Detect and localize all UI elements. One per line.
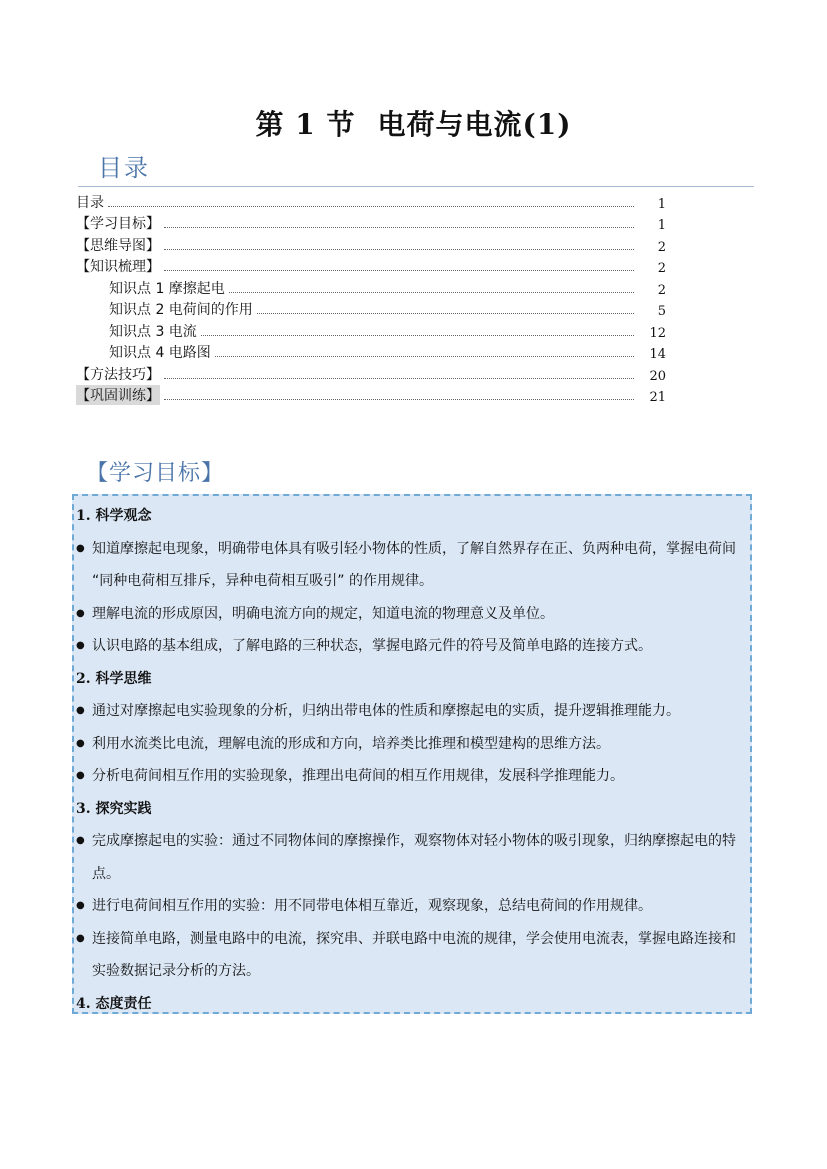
list-item-text: 分析电荷间相互作用的实验现象，推理出电荷间的相互作用规律，发展科学推理能力。 [92, 768, 624, 784]
list-item [76, 825, 744, 890]
toc-entry-label: 目录 [76, 194, 104, 211]
toc-entry-label: 知识点 4 电路图 [109, 345, 211, 361]
list-item-text: 连接简单电路，测量电路中的电流，探究串、并联电路中电流的规律，学会使用电流表，掌握电路连接和实验数据记录分析的方法。 [92, 930, 736, 979]
bullet-icon: ● [76, 900, 85, 911]
list-item [76, 890, 744, 923]
bullet-icon: ● [76, 542, 85, 554]
toc-leader-dots [164, 378, 634, 379]
list-item [76, 533, 744, 598]
category-title: 4. 态度责任 [76, 995, 152, 1012]
table-of-contents [76, 190, 666, 405]
bullet-icon: ● [76, 607, 85, 619]
toc-divider [78, 186, 754, 187]
objectives-box [72, 494, 752, 1014]
bullet-icon: ● [76, 770, 85, 781]
toc-entry[interactable] [76, 384, 666, 406]
category-title: 3. 探究实践 [76, 800, 152, 817]
toc-entry-page: 1 [657, 196, 666, 212]
page-title [0, 103, 827, 143]
list-item [76, 630, 744, 663]
title-topic: 电荷与电流(1) [377, 108, 572, 141]
toc-entry-page: 2 [657, 239, 666, 255]
toc-leader-dots [215, 356, 634, 357]
toc-entry-page: 2 [657, 261, 666, 276]
list-item-text: 完成摩擦起电的实验：通过不同物体间的摩擦操作，观察物体对轻小物体的吸引现象，归纳摩擦起电的特点。 [92, 833, 736, 882]
toc-entry-page: 14 [649, 347, 666, 362]
bullet-icon: ● [76, 737, 85, 749]
toc-entry-label: 【学习目标】 [76, 216, 160, 232]
toc-leader-dots [108, 206, 634, 207]
list-item-text: 利用水流类比电流，理解电流的形成和方向，培养类比推理和模型建构的思维方法。 [92, 735, 610, 752]
toc-entry-page: 2 [657, 282, 666, 298]
list-item [76, 695, 744, 728]
toc-entry-label: 【思维导图】 [76, 237, 160, 254]
toc-entry-page: 5 [657, 304, 666, 319]
list-item-text: 通过对摩擦起电实验现象的分析，归纳出带电体的性质和摩擦起电的实质，提升逻辑推理能力。 [92, 703, 680, 719]
toc-entry-label: 【方法技巧】 [76, 366, 160, 383]
list-item-text: 进行电荷间相互作用的实验：用不同带电体相互靠近，观察现象，总结电荷间的作用规律。 [92, 898, 652, 914]
list-item-text: 理解电流的形成原因，明确电流方向的规定，知道电流的物理意义及单位。 [92, 605, 554, 622]
toc-leader-dots [164, 399, 634, 400]
category-title: 2. 科学思维 [76, 670, 152, 687]
toc-entry-label: 【知识梳理】 [76, 259, 160, 275]
bullet-icon: ● [76, 640, 85, 651]
bullet-icon: ● [76, 932, 85, 944]
toc-entry-label-highlighted: 【巩固训练】 [76, 385, 160, 405]
toc-entry[interactable] [76, 212, 666, 234]
list-item [76, 598, 744, 631]
toc-leader-dots [164, 270, 634, 271]
toc-entry-page: 21 [649, 390, 666, 405]
toc-entry[interactable] [76, 190, 666, 212]
toc-leader-dots [164, 227, 634, 228]
toc-entry-page: 20 [649, 368, 666, 384]
toc-entry-label: 知识点 1 摩擦起电 [109, 280, 225, 297]
toc-entry[interactable] [76, 276, 666, 298]
list-item [76, 760, 744, 793]
toc-leader-dots [257, 313, 634, 314]
toc-leader-dots [201, 335, 634, 336]
toc-leader-dots [229, 292, 634, 293]
list-item-text: 知道摩擦起电现象，明确带电体具有吸引轻小物体的性质，了解自然界存在正、负两种电荷，掌握电荷间 “同种电荷相互排斥，异种电荷相互吸引” 的作用规律。 [92, 540, 736, 589]
toc-entry[interactable] [76, 319, 666, 341]
toc-entry-page: 1 [657, 218, 666, 233]
toc-entry-label: 知识点 3 电流 [109, 323, 197, 340]
bullet-icon: ● [76, 835, 85, 846]
toc-leader-dots [164, 249, 634, 250]
toc-heading: 目录 [98, 154, 150, 182]
toc-entry[interactable] [76, 255, 666, 277]
list-item [76, 728, 744, 761]
toc-entry[interactable] [76, 233, 666, 255]
toc-entry[interactable] [76, 298, 666, 320]
toc-entry-page: 12 [649, 325, 666, 341]
list-item [76, 923, 744, 988]
category-title: 1. 科学观念 [76, 508, 152, 524]
list-item-text: 认识电路的基本组成，了解电路的三种状态，掌握电路元件的符号及简单电路的连接方式。 [92, 638, 652, 654]
objectives-heading: 【学习目标】 [86, 461, 225, 486]
toc-entry-label: 知识点 2 电荷间的作用 [109, 302, 253, 318]
toc-entry[interactable] [76, 341, 666, 363]
toc-entry[interactable] [76, 362, 666, 384]
title-section-number: 第 1 节 [255, 108, 356, 141]
bullet-icon: ● [76, 705, 85, 716]
